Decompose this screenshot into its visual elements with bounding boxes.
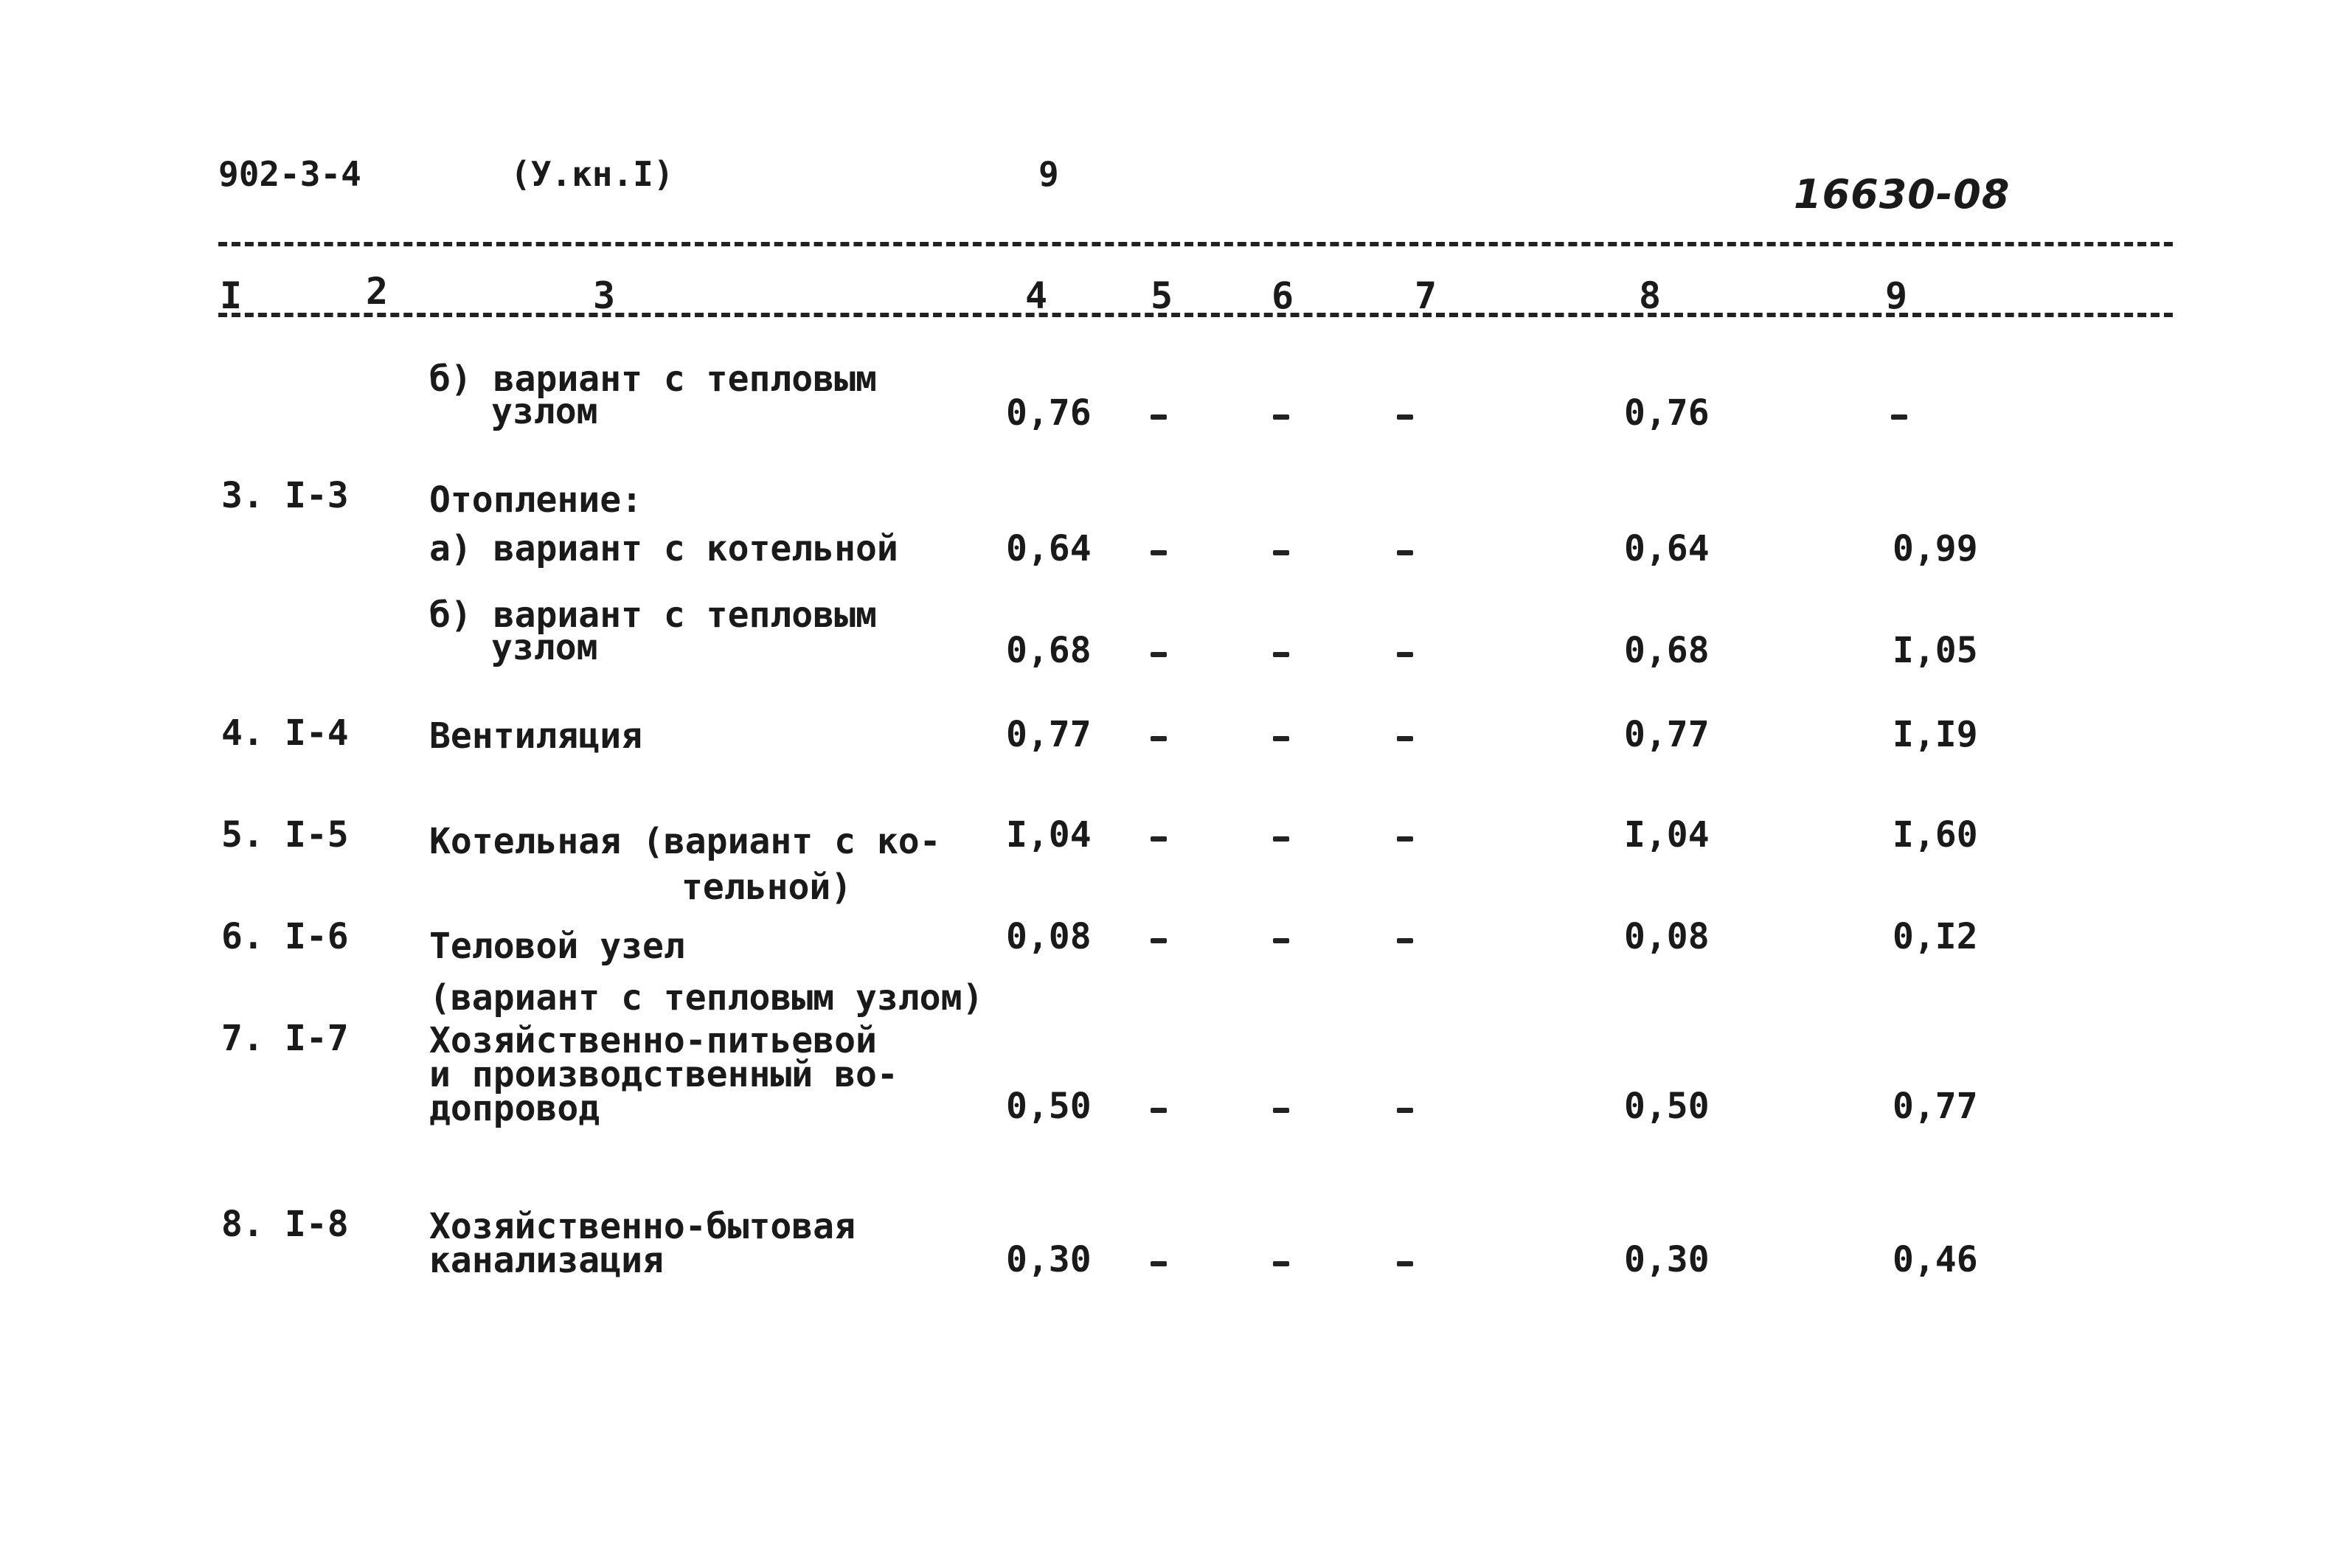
- row-name: а) вариант с котельной: [429, 528, 898, 569]
- dash-col7: [1397, 736, 1413, 741]
- column-number-6: 6: [1272, 274, 1294, 317]
- cell-col8: 0,50: [1624, 1086, 1710, 1127]
- row-code: I-8: [285, 1204, 349, 1245]
- row-code: I-3: [285, 475, 349, 516]
- cell-col8: 0,76: [1624, 392, 1710, 434]
- dash-col7: [1397, 414, 1413, 420]
- cell-col4: I,04: [1006, 814, 1092, 856]
- cell-col4: 0,50: [1006, 1086, 1092, 1127]
- row-name: [429, 819, 941, 910]
- dash-col5: [1151, 1261, 1167, 1266]
- document-code: 902-3-4: [218, 154, 361, 194]
- row-name-line: Теловой узел: [429, 926, 685, 967]
- row-code: I-5: [285, 814, 349, 856]
- cell-col4: 0,77: [1006, 714, 1092, 755]
- column-number-7: 7: [1415, 274, 1437, 317]
- row-name-line: допровод: [429, 1088, 600, 1129]
- dash-col9: [1891, 414, 1907, 420]
- cell-col8: 0,64: [1624, 528, 1710, 569]
- column-number-4: 4: [1025, 274, 1048, 317]
- column-number-5: 5: [1151, 274, 1173, 317]
- dash-col6: [1273, 1261, 1289, 1266]
- dash-col5: [1151, 736, 1167, 741]
- row-name: [429, 358, 877, 432]
- column-number-1: I: [220, 274, 243, 317]
- row-code: I-6: [285, 916, 349, 957]
- row-name-line: канализация: [429, 1240, 664, 1281]
- dash-col5: [1151, 550, 1167, 555]
- row-name-line: тельной): [681, 867, 853, 908]
- row-name-line: и производственный во-: [429, 1054, 898, 1095]
- cell-col4: 0,76: [1006, 392, 1092, 434]
- archive-number: 16630-08: [1794, 171, 2011, 218]
- column-number-2: 2: [366, 270, 389, 313]
- cell-col4: 0,30: [1006, 1239, 1092, 1280]
- row-number: 4.: [221, 712, 264, 754]
- volume-label: (У.кн.I): [510, 154, 674, 194]
- row-number: 7.: [221, 1018, 264, 1059]
- dash-col6: [1273, 736, 1289, 741]
- row-name-line: Хозяйственно-питьевой: [429, 1020, 877, 1061]
- dash-col6: [1273, 652, 1289, 657]
- row-name: [429, 594, 877, 668]
- dash-col5: [1151, 414, 1167, 420]
- cell-col9: I,05: [1893, 630, 1978, 671]
- row-number: 6.: [221, 916, 264, 957]
- row-name: [429, 1206, 856, 1281]
- dash-col7: [1397, 1108, 1413, 1113]
- cell-col4: 0,68: [1006, 630, 1092, 671]
- cell-col8: 0,08: [1624, 916, 1710, 957]
- dash-col5: [1151, 938, 1167, 943]
- column-number-8: 8: [1639, 274, 1662, 317]
- cell-col9: 0,I2: [1893, 916, 1978, 957]
- cell-col4: 0,64: [1006, 528, 1092, 569]
- row-number: 3.: [221, 475, 264, 516]
- dash-col6: [1273, 1108, 1289, 1113]
- row-name-line: (вариант с тепловым узлом): [429, 977, 984, 1019]
- row-name-line: Хозяйственно-бытовая: [429, 1206, 856, 1247]
- column-header-separator: [218, 313, 2173, 317]
- row-name: Вентиляция: [429, 715, 642, 757]
- cell-col8: 0,77: [1624, 714, 1710, 755]
- column-number-9: 9: [1885, 274, 1908, 317]
- cell-col8: I,04: [1624, 814, 1710, 856]
- row-name: [429, 1020, 898, 1129]
- row-code: I-4: [285, 712, 349, 754]
- cell-col8: 0,30: [1624, 1239, 1710, 1280]
- row-number: 8.: [221, 1204, 264, 1245]
- dash-col5: [1151, 652, 1167, 657]
- dash-col6: [1273, 414, 1289, 420]
- row-name-line: б) вариант с тепловым: [429, 358, 877, 400]
- dash-col5: [1151, 836, 1167, 842]
- dash-col7: [1397, 938, 1413, 943]
- page-number: 9: [1038, 154, 1059, 194]
- dash-col7: [1397, 652, 1413, 657]
- dash-col6: [1273, 550, 1289, 555]
- dash-col5: [1151, 1108, 1167, 1113]
- dash-col7: [1397, 550, 1413, 555]
- row-name-line: узлом: [491, 627, 598, 668]
- row-name: [429, 920, 983, 1024]
- dash-col7: [1397, 1261, 1413, 1266]
- row-name-line: Котельная (вариант с ко-: [429, 821, 941, 862]
- cell-col9: I,60: [1893, 814, 1978, 856]
- row-name-line: б) вариант с тепловым: [429, 594, 877, 636]
- cell-col4: 0,08: [1006, 916, 1092, 957]
- dash-col6: [1273, 938, 1289, 943]
- cell-col9: I,I9: [1893, 714, 1978, 755]
- cell-col9: 0,77: [1893, 1086, 1978, 1127]
- cell-col9: 0,99: [1893, 528, 1978, 569]
- header-separator: [218, 242, 2173, 246]
- row-name-line: узлом: [491, 391, 598, 432]
- dash-col6: [1273, 836, 1289, 842]
- row-number: 5.: [221, 814, 264, 856]
- cell-col8: 0,68: [1624, 630, 1710, 671]
- row-code: I-7: [285, 1018, 349, 1059]
- dash-col7: [1397, 836, 1413, 842]
- column-number-3: 3: [593, 274, 616, 317]
- row-name: Отопление:: [429, 479, 642, 521]
- cell-col9: 0,46: [1893, 1239, 1978, 1280]
